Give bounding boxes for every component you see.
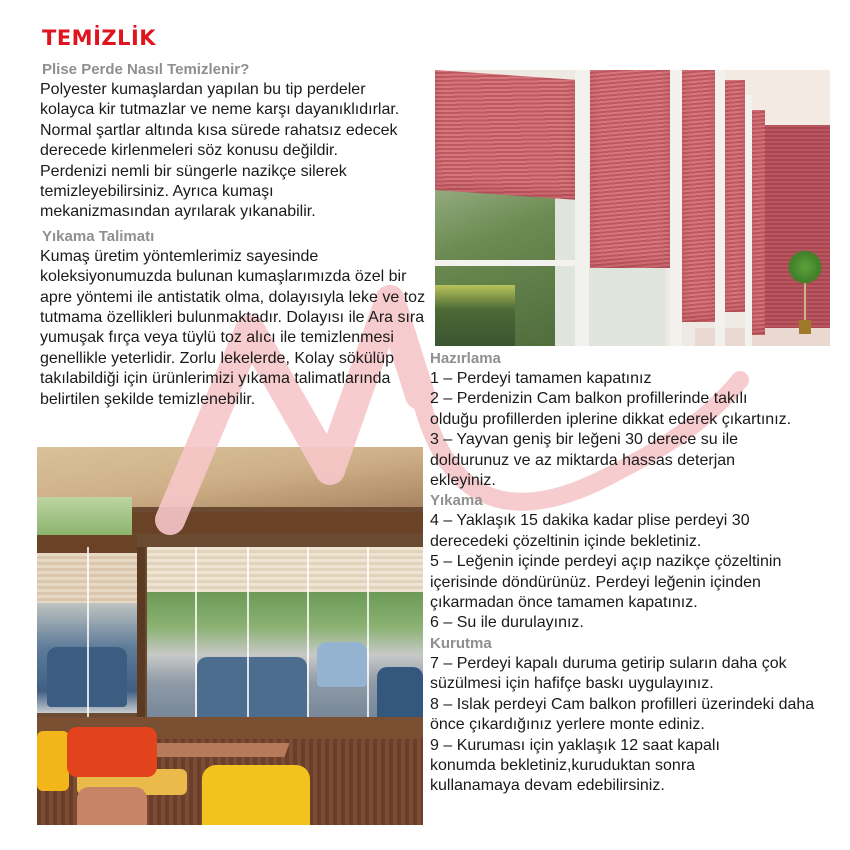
group-preparation: [430, 349, 840, 491]
group-heading: Yıkama: [430, 492, 483, 510]
step-item: 6 – Su ile durulayınız.: [430, 614, 584, 632]
cafe-terrace-photo: [37, 447, 423, 825]
group-washing: [430, 491, 840, 633]
section-heading: Plise Perde Nasıl Temizlenir?: [42, 61, 250, 78]
section-body: Kumaş üretim yöntemlerimiz sayesinde koleksiyonumuzda bulunan kumaşlarımızda özel bir apre yöntemi ile antistatik olma, dolayısıyla leke ve toz tutmama özellikleri bulunmaktadır. Dolayısı ile Ara sıra yumuşak fırça veya tüylü toz alıcı ile temizlenmesi genellikle yeterlidir. Zorlu lekelerde, Kolay sökülüp takılabildiği için ürünlerimizi yıkama talimatlarında belirtilen şekilde temizlenebilir.: [40, 247, 426, 408]
page-title: TEMİZLİK: [42, 26, 157, 50]
step-item: 5 – Leğenin içinde perdeyi açıp nazikçe çözeltinin içerisinde döndürünüz. Perdeyi leğenin içinden çıkarmadan önce tamamen kapatınız.: [430, 553, 786, 612]
group-heading: Kurutma: [430, 634, 492, 652]
pleated-curtains-photo: [435, 70, 830, 346]
section-body: Polyester kumaşlardan yapılan bu tip perdeler kolayca kir tutmazlar ve neme karşı dayanıklıdırlar. Normal şartlar altında kısa sürede rahatsız edecek derecede kirlenmeleri söz konusu değildir. Perdenizi nemli bir süngerle nazikçe silerek temizleyebilirsiniz. Ayrıca kumaşı mekanizmasından ayrılarak yıkanabilir.: [40, 81, 400, 221]
section-washing-instructions: [40, 227, 440, 410]
step-item: 3 – Yayvan geniş bir leğeni 30 derece su ile doldurunuz ve az miktarda hassas deterjan ekleyiniz.: [430, 431, 743, 490]
section-heading: Yıkama Talimatı: [42, 227, 155, 245]
step-item: 8 – Islak perdeyi Cam balkon profilleri üzerindeki daha önce çıkardığınız yerlere monte ediniz.: [430, 695, 819, 734]
section-how-to-clean: [40, 60, 440, 223]
right-column: [430, 349, 840, 797]
left-column: [40, 60, 440, 414]
step-item: 2 – Perdenizin Cam balkon profillerinde takılı olduğu profillerden iplerine dikkat ederek çıkartınız.: [430, 390, 792, 428]
step-item: 4 – Yaklaşık 15 dakika kadar plise perdeyi 30 derecedeki çözeltinin içinde bekletiniz.: [430, 512, 755, 550]
step-item: 9 – Kuruması için yaklaşık 12 saat kapalı konumda bekletiniz,kuruduktan sonra kullanamaya devam edebilirsiniz.: [430, 736, 725, 795]
group-drying: [430, 634, 840, 797]
group-heading: Hazırlama: [430, 350, 501, 367]
step-item: 7 – Perdeyi kapalı duruma getirip suların daha çok süzülmesi için hafifçe baskı uygulayınız.: [430, 654, 792, 693]
step-item: 1 – Perdeyi tamamen kapatınız: [430, 370, 652, 387]
